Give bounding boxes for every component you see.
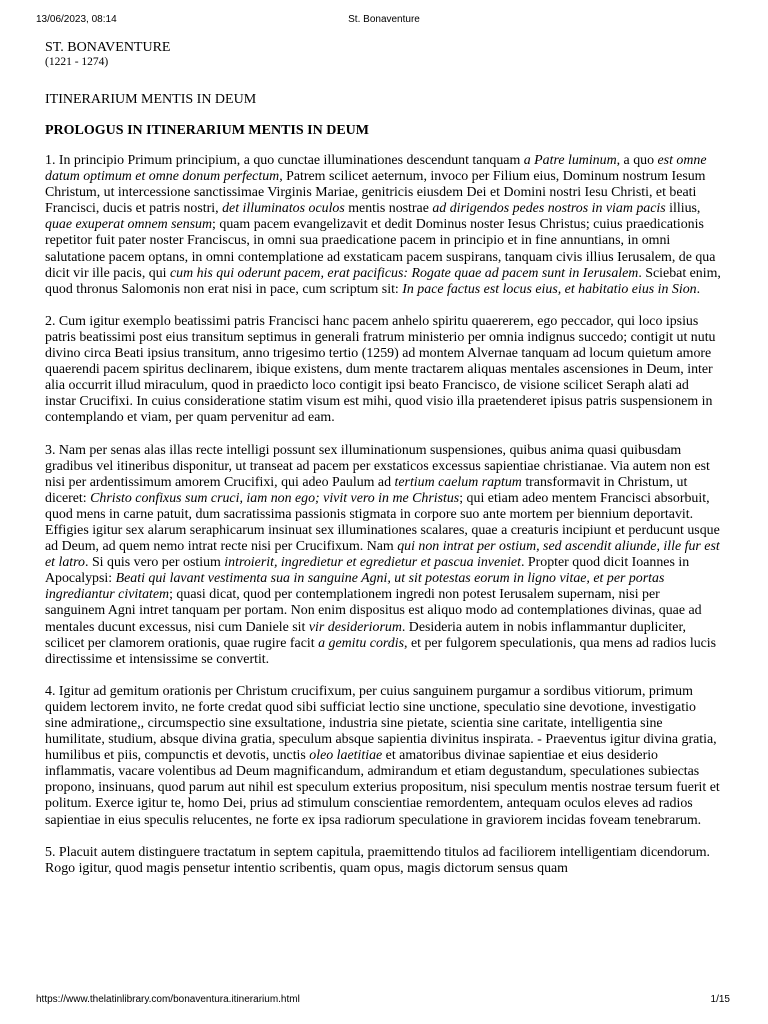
author-dates: (1221 - 1274): [45, 56, 109, 68]
print-header: [0, 14, 768, 28]
author-name: ST. BONAVENTURE: [45, 40, 171, 55]
prologue-heading: PROLOGUS IN ITINERARIUM MENTIS IN DEUM: [45, 123, 369, 138]
italic-quote: introierit, ingredietur et egredietur et pascua inveniet: [224, 555, 521, 571]
text-run: , et per fulgorem speculationis, qua mens ad radios lucis directissime et intensissime se convertit.: [45, 635, 717, 667]
italic-quote: est omne datum optimum et omne donum perfectum: [45, 153, 707, 185]
document-body: [45, 40, 721, 877]
italic-quote: a Patre luminum: [523, 153, 617, 168]
text-run: ; quam pacem evangelizavit et dedit Dominus noster Iesus Christus; cuius praedicationis repetitor fuit pater noster Franciscus, in omni sua praedicatione pacem in principio et in fine annuntians, in omni salutatione pacem optans, in omni contemplatione ad exstaticam pacem suspirans, tanquam civis illius Ierusalem, de qua dicit vir ille pacis, qui: [45, 217, 716, 281]
text-run: , a quo: [616, 153, 658, 168]
italic-quote: vir desideriorum: [308, 619, 402, 635]
italic-quote: Christo confixus sum cruci, iam non ego; vivit vero in me Christus: [90, 490, 460, 506]
italic-quote: Beati qui lavant vestimenta sua in sanguine Agni, ut sit potestas eorum in ligno vitae, et per portas ingrediantur civitatem: [45, 571, 665, 603]
text-run: 5. Placuit autem distinguere tractatum in septem capitula, praemittendo titulos ad faciliorem intelligentiam dicendorum. Rogo igitur, quod magis pensetur intentio scribentis, quam opus, magis dictorum sensus quam: [45, 844, 711, 876]
print-footer: [0, 994, 768, 1008]
paragraphs: [45, 153, 721, 877]
text-run: . Si quis vero per ostium: [85, 555, 225, 571]
text-run: et amatoribus divinae sapientiae et eius desiderio inflammatis, vacare volentibus ad Deum magnificandum, admirandum et etiam degustandum, speculationes subiectas propono, insinuans, quod parum aut nihil est speculum exterius propositum, nisi speculum mentis nostrae tersum fuerit et politum. Exerce igitur te, homo Dei, prius ad stimulum conscientiae remordentem, antequam oculos eleves ad radios sapientiae in eius speculis relucentes, ne forte ex ipsa radiorum speculatione in graviorem incidas foveam tenebrarum.: [45, 748, 720, 828]
work-title: ITINERARIUM MENTIS IN DEUM: [45, 92, 257, 107]
italic-quote: quae exuperat omnem sensum: [45, 217, 213, 233]
italic-quote: det illuminatos oculos: [222, 201, 345, 217]
italic-quote: ad dirigendos pedes nostros in viam pacis: [432, 201, 666, 217]
page-url: https://www.thelatinlibrary.com/bonaventura.itinerarium.html: [36, 994, 300, 1005]
italic-quote: qui non intrat per ostium, sed ascendit aliunde, ille fur est et latro: [45, 539, 720, 571]
print-page-title: St. Bonaventure: [348, 14, 420, 25]
text-run: 1. In principio Primum principium, a quo cunctae illuminationes descendunt tanquam: [45, 153, 524, 168]
paragraph-3: [45, 443, 721, 668]
paragraph-1: [45, 153, 721, 298]
paragraph-2: [45, 314, 721, 427]
text-run: illius,: [665, 201, 701, 217]
text-run: , Patrem scilicet aeternum, invoco per Filium eius, Dominum nostrum Iesum Christum, ut intercessione sanctissimae Virginis Mariae, genitricis eiusdem Dei et Domini nostri Iesu Christi, et beati Francisci, ducis et patris nostri,: [45, 169, 706, 217]
text-run: . Propter quod dicit Ioannes in Apocalypsi:: [45, 555, 690, 587]
italic-quote: oleo laetitiae: [309, 748, 383, 764]
text-run: transformavit in Christum, ut diceret:: [45, 474, 688, 506]
text-run: . Sciebat enim, quod thronus Salomonis non erat nisi in pace, cum scriptum sit:: [45, 265, 721, 297]
paragraph-4: [45, 684, 721, 829]
text-run: 3. Nam per senas alas illas recte intelligi possunt sex illuminationum suspensiones, quibus anima quasi quibusdam gradibus vel itineribus disponitur, ut transeat ad pacem per exstaticos excessus sapientiae christianae. Via autem non est nisi per ardentissimum amorem Crucifixi, qui adeo Paulum ad: [45, 442, 710, 490]
italic-quote: In pace factus est locus eius, et habitatio eius in Sion: [402, 281, 697, 297]
text-run: ; qui etiam adeo mentem Francisci absorbuit, quod mens in carne patuit, dum sacratissima passionis stigmata in corpore suo ante mortem per biennium deportavit. Effigies igitur sex alarum seraphicarum insinuat sex illuminationes scalares, quae a creaturis incipiunt et perducunt usque ad Deum, ad quem nemo intrat recte nisi per Crucifixum. Nam: [45, 490, 720, 555]
text-run: ; quasi dicat, quod per contemplationem ingredi non potest Ierusalem supernam, nisi per sanguinem Agni intret tanquam per portam. Non enim dispositus est aliquo modo ad contemplationes divinas, quae ad mentales ducunt excessus, nisi cum Daniele sit: [45, 587, 702, 635]
italic-quote: a gemitu cordis: [318, 635, 404, 651]
text-run: mentis nostrae: [344, 201, 433, 217]
paragraph-5: [45, 845, 721, 877]
italic-quote: tertium caelum raptum: [394, 474, 522, 490]
italic-quote: cum his qui oderunt pacem, erat pacificus: Rogate quae ad pacem sunt in Ierusalem: [170, 265, 639, 281]
page-number: 1/15: [710, 994, 730, 1005]
text-run: 4. Igitur ad gemitum orationis per Christum crucifixum, per cuius sanguinem purgamur a sordibus vitiorum, primum quidem lectorem invito, ne forte credat quod sibi sufficiat lectio sine unctione, speculatio sine devotione, investigatio sine admiratione,, circumspectio sine exsultatione, industria sine pietate, scientia sine caritate, intelligentia sine humilitate, studium, absque divina gratia, speculum absque sapientia divinitus inspirata. - Praeventus igitur divina gratia, humilibus et piis, compunctis et devotis, unctis: [45, 683, 717, 764]
print-datetime: 13/06/2023, 08:14: [36, 14, 117, 25]
text-run: 2. Cum igitur exemplo beatissimi patris Francisci hanc pacem anhelo spiritu quaererem, ego peccador, qui loco ipsius patris beatissimi post eius transitum septimus in generali fratrum ministerio per omnia indignus succedo; contigit ut nutu divino circa Beati ipsius transitum, anno trigesimo tertio (1259) ad montem Alvernae tanquam ad locum quietum amore quaerendi pacem spiritus declinarem, ibique existens, dum mente tractarem aliquas mentales ascensiones in Deum, inter alia occurrit illud miraculum, quod in praedicto loco contigit ipsi beato Francisco, de visione scilicet Seraph alati ad instar Crucifixi. In cuius consideratione statim visum est mihi, quod visio illa praetenderet ipisus patris suspensionem in contemplando et viam, per quam pervenitur ad eam.: [45, 313, 716, 426]
text-run: .: [696, 281, 701, 297]
text-run: . Desideria autem in nobis inflammantur dupliciter, scilicet per clamorem orationis, quae rugire facit: [45, 619, 686, 651]
